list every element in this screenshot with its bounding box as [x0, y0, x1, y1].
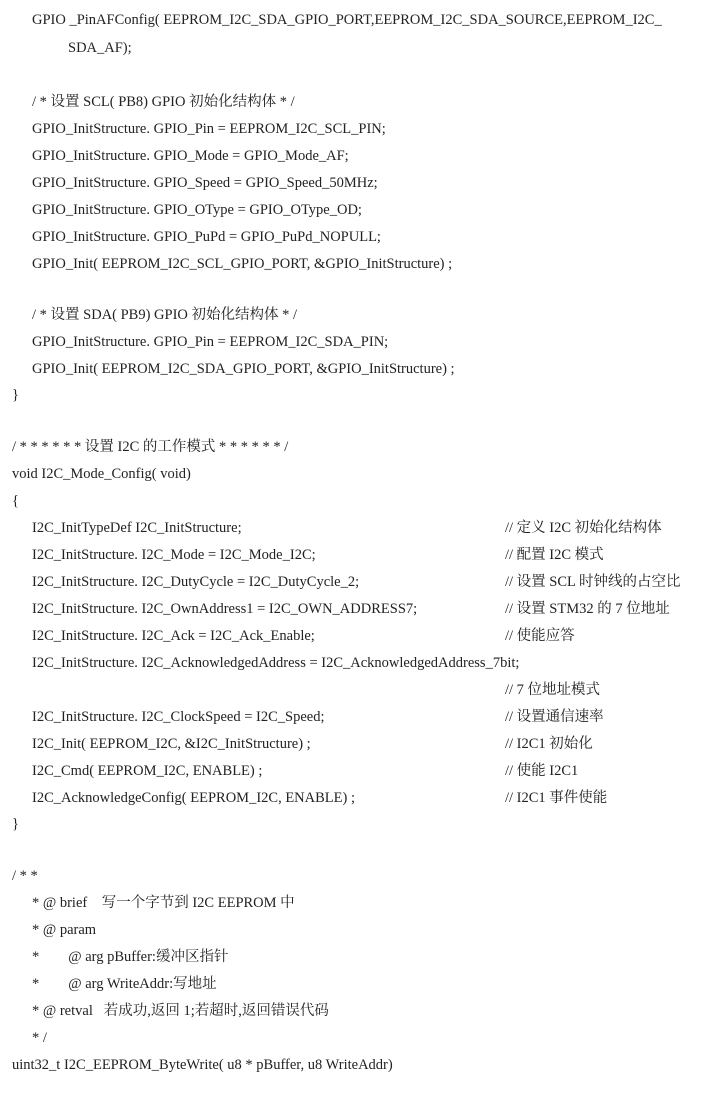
line-comment: // 设置通信速率 — [505, 709, 604, 725]
code-text: GPIO_InitStructure. GPIO_OType = GPIO_OType_OD; — [32, 202, 362, 218]
line-comment: // 使能应答 — [505, 628, 575, 644]
doc-comment: * @ brief 写一个字节到 I2C EEPROM 中 — [32, 895, 295, 911]
code-text: I2C_InitStructure. I2C_DutyCycle = I2C_DutyCycle_2; — [32, 574, 360, 590]
code-line — [0, 37, 707, 59]
line-comment: // I2C1 初始化 — [505, 736, 593, 752]
code-text: I2C_InitStructure. I2C_AcknowledgedAddress = I2C_AcknowledgedAddress_7bit; — [32, 655, 520, 671]
code-line — [0, 625, 707, 647]
code-text: GPIO_InitStructure. GPIO_Pin = EEPROM_I2C_SCL_PIN; — [32, 121, 386, 137]
code-line — [0, 358, 707, 380]
code-text: GPIO_InitStructure. GPIO_PuPd = GPIO_PuPd_NOPULL; — [32, 229, 381, 245]
code-line — [0, 436, 707, 458]
code-text: GPIO _PinAFConfig( EEPROM_I2C_SDA_GPIO_PORT,EEPROM_I2C_SDA_SOURCE,EEPROM_I2C_ — [32, 12, 662, 28]
code-line — [0, 544, 707, 566]
code-text: I2C_Init( EEPROM_I2C, &I2C_InitStructure) ; — [32, 736, 311, 752]
code-text: I2C_InitStructure. I2C_OwnAddress1 = I2C_OWN_ADDRESS7; — [32, 601, 418, 617]
code-line — [0, 733, 707, 755]
line-comment: // 7 位地址模式 — [505, 682, 601, 698]
code-line — [0, 787, 707, 809]
code-line — [0, 865, 707, 887]
code-text: GPIO_InitStructure. GPIO_Mode = GPIO_Mode_AF; — [32, 148, 349, 164]
code-line — [0, 679, 707, 701]
code-text: I2C_InitStructure. I2C_ClockSpeed = I2C_Speed; — [32, 709, 325, 725]
doc-comment: * / — [32, 1030, 47, 1046]
code-line — [0, 571, 707, 593]
code-line — [0, 304, 707, 326]
doc-comment: * @ arg pBuffer:缓冲区指针 — [32, 949, 229, 965]
code-line — [0, 9, 707, 31]
code-line — [0, 331, 707, 353]
code-text: I2C_Cmd( EEPROM_I2C, ENABLE) ; — [32, 763, 263, 779]
code-line — [0, 706, 707, 728]
code-line — [0, 145, 707, 167]
code-line — [0, 253, 707, 275]
code-line — [0, 892, 707, 914]
code-text: GPIO_InitStructure. GPIO_Speed = GPIO_Speed_50MHz; — [32, 175, 378, 191]
line-comment: // I2C1 事件使能 — [505, 790, 608, 806]
code-text: GPIO_Init( EEPROM_I2C_SDA_GPIO_PORT, &GPIO_InitStructure) ; — [32, 361, 455, 377]
line-comment: // 定义 I2C 初始化结构体 — [505, 520, 662, 536]
code-brace: { — [12, 493, 19, 509]
code-brace: } — [12, 816, 19, 832]
code-text: SDA_AF); — [68, 40, 132, 56]
code-text: void I2C_Mode_Config( void) — [12, 466, 191, 482]
code-line — [0, 199, 707, 221]
line-comment: // 使能 I2C1 — [505, 763, 579, 779]
doc-comment: * @ arg WriteAddr:写地址 — [32, 976, 217, 992]
code-line — [0, 813, 707, 835]
line-comment: // 设置 STM32 的 7 位地址 — [505, 601, 670, 617]
code-brace: } — [12, 387, 19, 403]
code-line — [0, 490, 707, 512]
code-line — [0, 463, 707, 485]
code-text: I2C_InitStructure. I2C_Ack = I2C_Ack_Enable; — [32, 628, 315, 644]
code-line — [0, 760, 707, 782]
code-line — [0, 172, 707, 194]
code-text: uint32_t I2C_EEPROM_ByteWrite( u8 * pBuffer, u8 WriteAddr) — [12, 1057, 393, 1073]
code-line — [0, 384, 707, 406]
doc-comment: * @ retval 若成功,返回 1;若超时,返回错误代码 — [32, 1003, 329, 1019]
code-text: I2C_InitStructure. I2C_Mode = I2C_Mode_I2C; — [32, 547, 316, 563]
code-line — [0, 118, 707, 140]
code-line — [0, 598, 707, 620]
code-line — [0, 1054, 707, 1076]
code-line — [0, 1000, 707, 1022]
code-text: I2C_AcknowledgeConfig( EEPROM_I2C, ENABLE) ; — [32, 790, 355, 806]
code-comment: / * * * * * * 设置 I2C 的工作模式 * * * * * * / — [12, 439, 289, 455]
code-text: I2C_InitTypeDef I2C_InitStructure; — [32, 520, 242, 536]
code-line — [0, 91, 707, 113]
line-comment: // 配置 I2C 模式 — [505, 547, 604, 563]
doc-comment: / * * — [12, 868, 38, 884]
code-line — [0, 517, 707, 539]
code-comment: / * 设置 SDA( PB9) GPIO 初始化结构体 * / — [32, 307, 298, 323]
code-line — [0, 1027, 707, 1049]
line-comment: // 设置 SCL 时钟线的占空比 — [505, 574, 681, 590]
code-line — [0, 652, 707, 674]
code-comment: / * 设置 SCL( PB8) GPIO 初始化结构体 * / — [32, 94, 295, 110]
code-line — [0, 946, 707, 968]
code-text: GPIO_InitStructure. GPIO_Pin = EEPROM_I2C_SDA_PIN; — [32, 334, 389, 350]
code-line — [0, 919, 707, 941]
doc-comment: * @ param — [32, 922, 97, 938]
code-text: GPIO_Init( EEPROM_I2C_SCL_GPIO_PORT, &GPIO_InitStructure) ; — [32, 256, 453, 272]
code-line — [0, 226, 707, 248]
code-line — [0, 973, 707, 995]
